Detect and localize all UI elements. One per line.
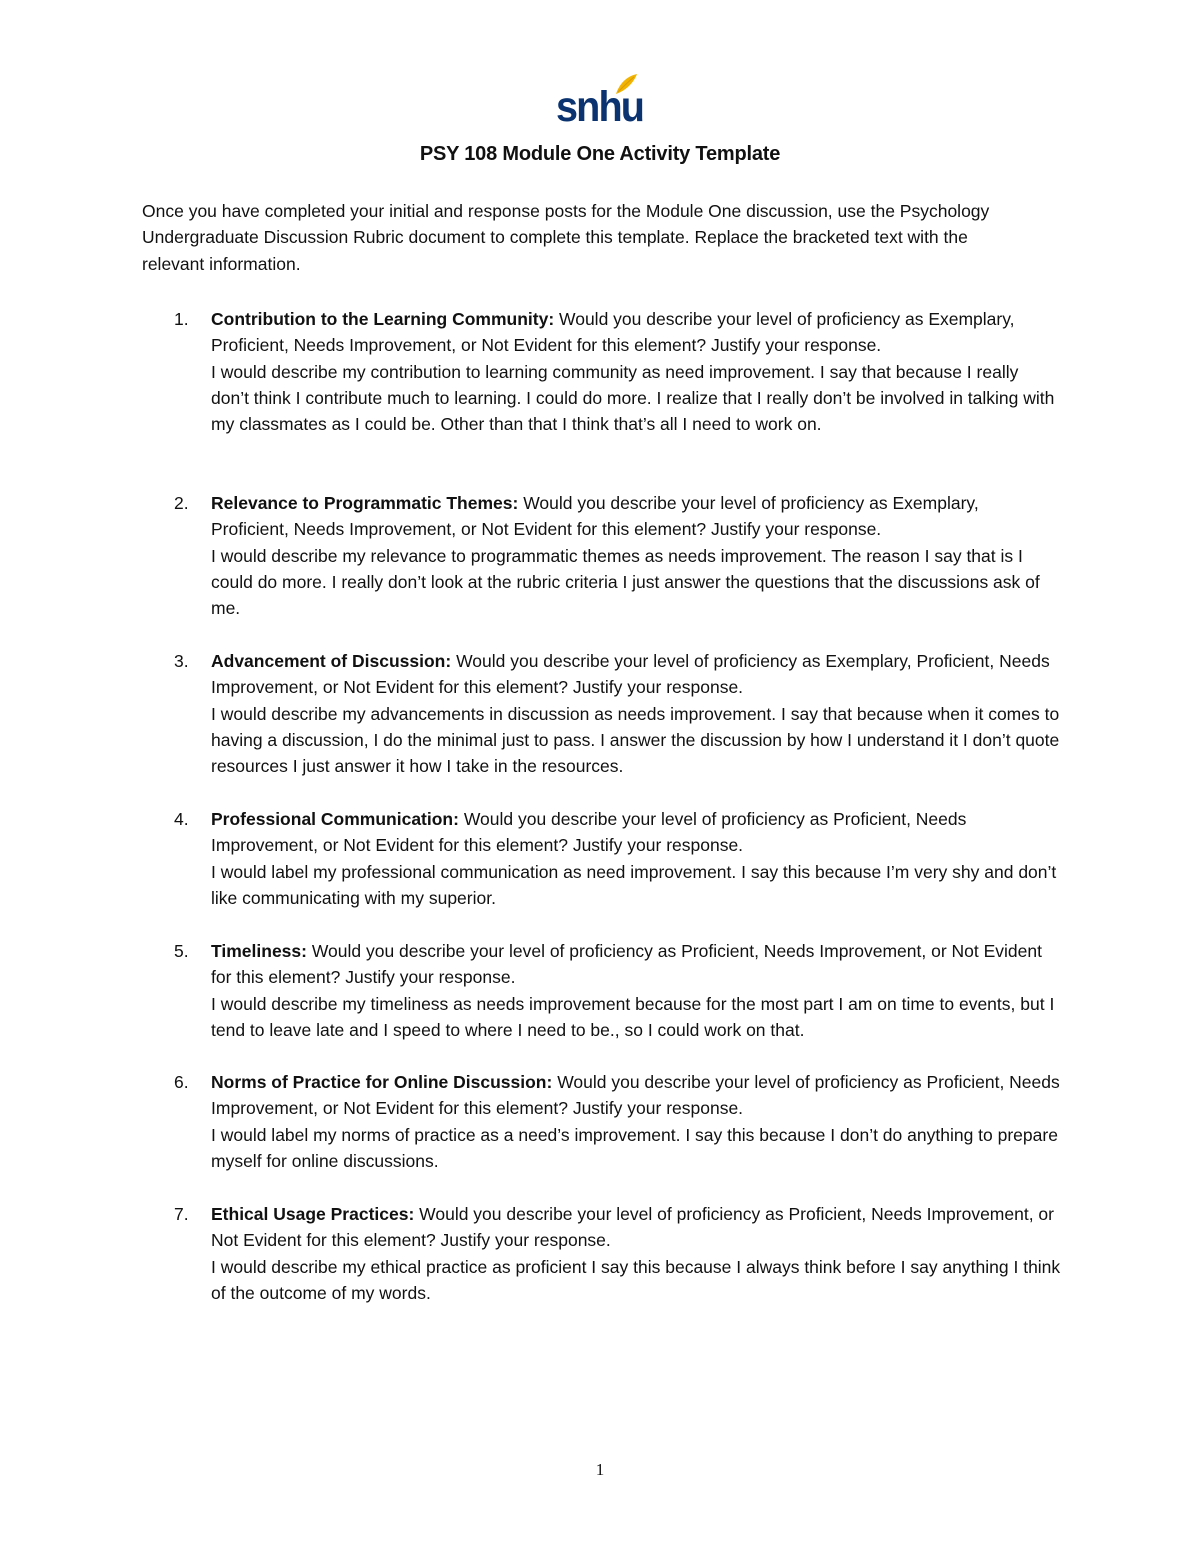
item-answer: I would describe my timeliness as needs improvement because for the most part I am on time to events, but I tend to leave late and I speed to where I need to be., so I could work on that. [211, 993, 1055, 1040]
document-title: PSY 108 Module One Activity Template [419, 143, 781, 165]
item-number: 1. [174, 309, 189, 329]
snhu-logo [556, 72, 644, 132]
item-body [211, 306, 1061, 437]
item-answer: I would describe my advancements in discussion as needs improvement. I say that because when it comes to having a discussion, I do the minimal just to pass. I answer the discussion by how I understand it I don’t quote resources I just answer it how I take in the resources. [211, 703, 1060, 777]
item-answer: I would label my professional communication as need improvement. I say this because I’m very shy and don’t like communicating with my superior. [211, 861, 1057, 908]
item-answer: I would describe my contribution to learning community as need improvement. I say that because I really don’t think I contribute much to learning. I could do more. I realize that I really don’t be involved in talking with my classmates as I could be. Other than that I think that’s all I need to work on. [211, 361, 1055, 435]
item-heading: Professional Communication: [211, 809, 459, 829]
item-number: 6. [174, 1072, 189, 1092]
item-prompt: Would you describe your level of proficiency as Proficient, Needs Improvement, or Not Evident for this element? Justify your response. [211, 809, 967, 856]
item-prompt: Would you describe your level of proficiency as Proficient, Needs Improvement, or Not Evident for this element? Justify your response. [211, 1072, 1060, 1119]
item-prompt: Would you describe your level of proficiency as Exemplary, Proficient, Needs Improvement, or Not Evident for this element? Justify your response. [211, 493, 979, 540]
item-heading: Ethical Usage Practices: [211, 1204, 415, 1224]
page-number: 1 [595, 1460, 605, 1479]
item-number: 3. [174, 651, 189, 671]
item-prompt: Would you describe your level of proficiency as Proficient, Needs Improvement, or Not Evident for this element? Justify your response. [211, 941, 1042, 988]
item-prompt: Would you describe your level of proficiency as Proficient, Needs Improvement, or Not Evident for this element? Justify your response. [211, 1204, 1054, 1251]
item-number: 2. [174, 493, 189, 513]
item-number: 7. [174, 1204, 189, 1224]
item-heading: Contribution to the Learning Community: [211, 309, 555, 329]
item-heading: Norms of Practice for Online Discussion: [211, 1072, 553, 1092]
item-body [211, 490, 1061, 621]
item-body [211, 1069, 1061, 1174]
item-prompt: Would you describe your level of proficiency as Exemplary, Proficient, Needs Improvement, or Not Evident for this element? Justify your response. [211, 309, 1015, 356]
item-answer: I would describe my relevance to programmatic themes as needs improvement. The reason I say that is I could do more. I really don’t look at the rubric criteria I just answer the questions that the discussions ask of me. [211, 545, 1040, 619]
item-body [211, 806, 1061, 911]
item-answer: I would describe my ethical practice as proficient I say this because I always think before I say anything I think of the outcome of my words. [211, 1256, 1061, 1303]
item-heading: Relevance to Programmatic Themes: [211, 493, 519, 513]
intro-paragraph: Once you have completed your initial and response posts for the Module One discussion, use the Psychology Undergraduate Discussion Rubric document to complete this template. Replace the bracketed text with the relevant information. [142, 201, 990, 274]
item-prompt: Would you describe your level of proficiency as Exemplary, Proficient, Needs Improvement, or Not Evident for this element? Justify your response. [211, 651, 1050, 698]
logo-wordmark: snhu [556, 83, 644, 131]
item-body [211, 1201, 1061, 1306]
item-answer: I would label my norms of practice as a need’s improvement. I say this because I don’t do anything to prepare myself for online discussions. [211, 1124, 1058, 1171]
item-body [211, 648, 1061, 779]
item-heading: Timeliness: [211, 941, 307, 961]
item-number: 5. [174, 941, 189, 961]
item-heading: Advancement of Discussion: [211, 651, 452, 671]
item-body [211, 938, 1061, 1043]
item-number: 4. [174, 809, 189, 829]
